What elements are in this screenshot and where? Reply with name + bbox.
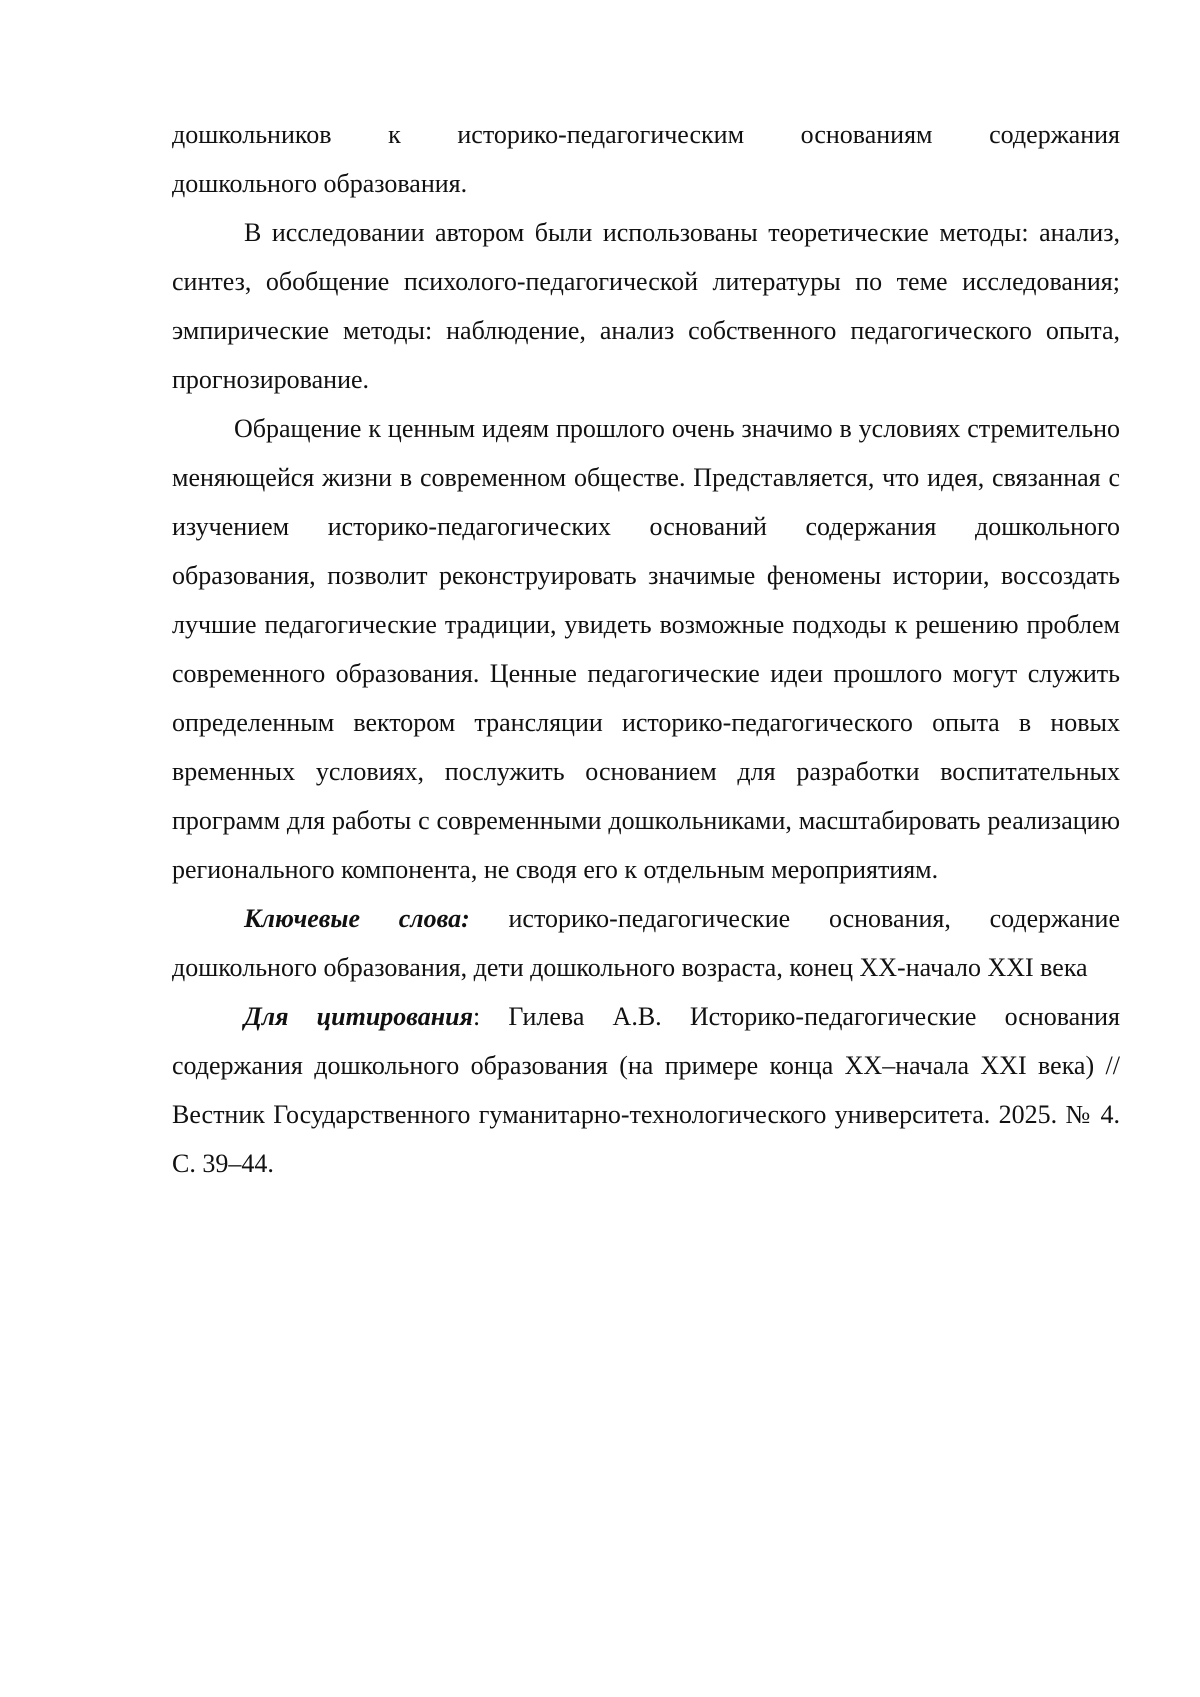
keywords-paragraph <box>172 894 1120 992</box>
methods-paragraph: В исследовании автором были использованы теоретические методы: анализ, синтез, обобщение психолого-педагогической литературы по теме исследования; эмпирические методы: наблюдение, анализ собственного педагогического опыта, прогнозирование. <box>172 218 1120 394</box>
keywords-text: историко-педагогические основания, содержание дошкольного образования, дети дошкольного возраста, конец ХХ-начало ХХI века <box>172 904 1120 982</box>
continuation-line-1: дошкольников к историко-педагогическим основаниям содержания <box>172 120 1120 149</box>
body-text <box>172 110 1120 1188</box>
citation-text: : Гилева А.В. Историко-педагогические основания содержания дошкольного образования (на примере конца ХХ–начала ХХI века) // Вестник Государственного гуманитарно-технологического университета. 2025. № 4. С. 39–44. <box>172 1002 1120 1178</box>
continuation-line-2: дошкольного образования. <box>172 169 468 198</box>
ideas-paragraph: Обращение к ценным идеям прошлого очень значимо в условиях стремительно меняющейся жизни в современном обществе. Представляется, что идея, связанная с изучением историко-педагогических оснований содержания дошкольного образования, позволит реконструировать значимые феномены истории, воссоздать лучшие педагогические традиции, увидеть возможные подходы к решению проблем современного образования. Ценные педагогические идеи прошлого могут служить определенным вектором трансляции историко-педагогического опыта в новых временных условиях, послужить основанием для разработки воспитательных программ для работы с современными дошкольниками, масштабировать реализацию регионального компонента, не сводя его к отдельным мероприятиям. <box>172 414 1120 884</box>
keywords-label: Ключевые слова: <box>244 904 470 933</box>
continuation-paragraph <box>172 110 1120 208</box>
citation-label: Для цитирования <box>244 1002 474 1031</box>
citation-paragraph <box>172 992 1120 1188</box>
